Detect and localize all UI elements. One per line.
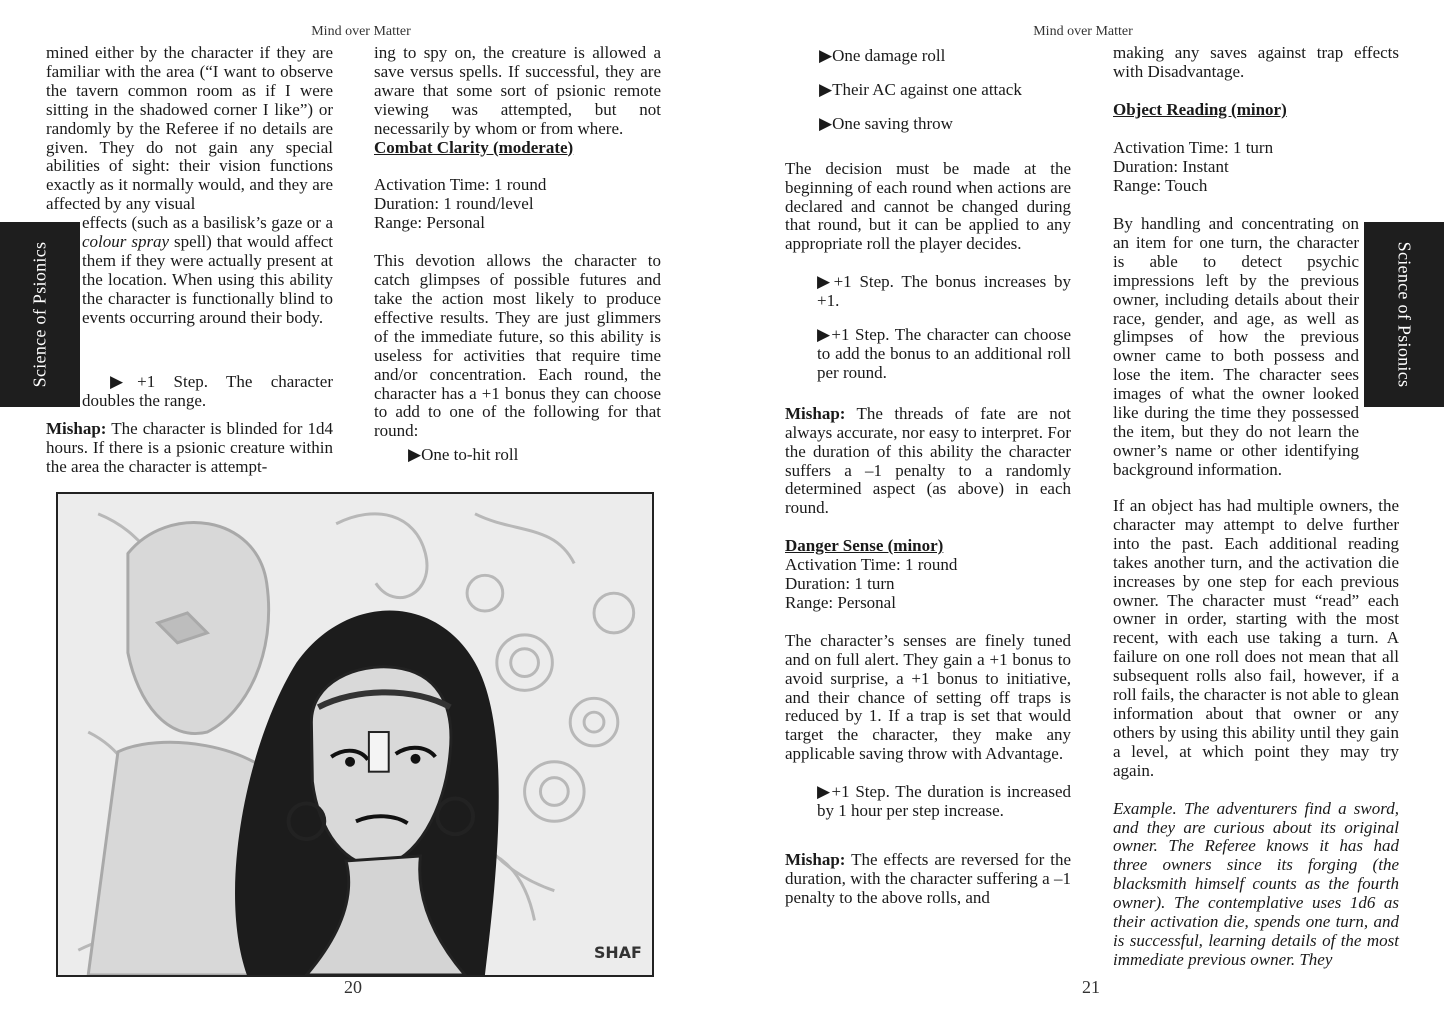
duration: Duration: 1 round/level [374, 194, 534, 214]
side-tab-left [0, 222, 80, 407]
step-bullet: ▶+1 Step. The character can choose to add the bonus to an additional roll per round. [817, 325, 1071, 382]
side-tab-right-label: Science of Psionics [1394, 241, 1415, 388]
section-heading: Danger Sense (minor) [785, 536, 944, 556]
arrow-icon: ▶ [817, 272, 834, 292]
left-page [0, 0, 722, 1025]
arrow-icon: ▶ [819, 113, 833, 133]
paragraph: effects (such as a basilisk’s gaze or a colour spray spell) that would affect them if they were actually present at the location. When using this ability the character is functionally blind to events occurring around their body. [82, 213, 333, 327]
step-bullet: ▶+1 Step. The bonus increases by +1. [817, 272, 1071, 311]
paragraph: If an object has had multiple owners, the character may attempt to delve further into the past. Each additional reading takes another turn, and the activation die increases by one step for each previous owner. The character must “read” each owner in order, starting with the most recent, with each use taking a turn. A failure on one roll does not mean that all subsequent rolls also fail, however, if a roll fails, the character is not able to glean information about that owner or any others by using this ability until they gain a level, at which point they may try again. [1113, 496, 1399, 780]
list-item: ▶One damage roll [819, 46, 946, 65]
left-column-1 [46, 44, 333, 214]
range: Range: Personal [374, 213, 485, 233]
right-column-1 [785, 47, 1071, 908]
arrow-icon: ▶ [408, 445, 422, 465]
mishap-label: Mishap: [785, 850, 846, 869]
arrow-icon: ▶ [110, 372, 138, 391]
activation-time: Activation Time: 1 round [374, 175, 547, 195]
activation-time: Activation Time: 1 turn [1113, 137, 1274, 157]
arrow-icon: ▶ [817, 782, 832, 802]
list-item: ▶One saving throw [819, 113, 953, 133]
right-column-2-lower [1113, 497, 1399, 970]
step-bullet: ▶+1 Step. The duration is increased by 1 hour per step increase. [817, 782, 1071, 821]
range: Range: Touch [1113, 175, 1208, 195]
paragraph: ing to spy on, the creature is allowed a save versus spells. If successful, they are aware that some sort of psionic remote viewing was attempted, but not necessarily by whom or from where. [374, 43, 661, 138]
left-column-2 [374, 44, 661, 465]
left-column-1-wrap [82, 214, 333, 327]
mishap-label: Mishap: [785, 403, 846, 423]
range: Range: Personal [785, 592, 896, 612]
example-text: Example. The adventurers find a sword, and they are curious about its original owner. The Referee knows it has had three owners since its forging (the blacksmith himself counts as the fourth owner). The contemplative uses 1d6 as their activation die, spends one turn, and is successful, learning details of the most immediate previous owner. They [1113, 798, 1399, 969]
right-page [722, 0, 1444, 1025]
list-item: ▶Their AC against one attack [819, 79, 1022, 99]
paragraph: mined either by the character if they are familiar with the area (“I want to observe the tavern common room as if I were sitting in the shadowed corner I like”) or randomly by the Referee if no details are given. They do not gain any special abilities of sight: their vision functions exactly as it normally would, and they are affected by any visual [46, 43, 333, 214]
artist-signature: SHAF [594, 943, 642, 963]
page-number-right: 21 [1082, 977, 1100, 997]
duration: Duration: 1 turn [785, 574, 895, 594]
duration: Duration: Instant [1113, 156, 1229, 176]
illustration [56, 492, 654, 977]
paragraph: making any saves against trap effects with Disadvantage. [1113, 43, 1399, 81]
running-header-left: Mind over Matter [311, 24, 411, 39]
side-tab-right [1364, 222, 1444, 407]
right-column-2-wrap [1113, 215, 1359, 480]
right-column-2 [1113, 44, 1399, 214]
side-tab-left-label: Science of Psionics [29, 241, 50, 388]
arrow-icon: ▶ [819, 79, 833, 99]
mishap-block: Mishap: The character is blinded for 1d4 hours. If there is a psionic creature within the area the character is attempt- [46, 419, 333, 476]
arrow-icon: ▶ [819, 46, 833, 65]
step-bullet: ▶+1 Step. The character doubles the range. [82, 372, 333, 410]
paragraph: The character’s senses are finely tuned and on full alert. They gain a +1 bonus to avoid surprise, a +1 bonus to initiative, and their chance of setting off traps is reduced by 1. If a trap is set that would target the character, they make any applicable saving throw with Advantage. [785, 630, 1071, 764]
mishap-label: Mishap: [46, 419, 107, 438]
page-number-left: 20 [344, 977, 362, 997]
paragraph: This devotion allows the character to catch glimpses of possible futures and take the action most likely to produce effective results. They are just glimmers of the immediate future, so this ability is useless for activities that require time and/or concentration. Each round, the character has a +1 bonus they can choose to add to one of the following for that round: [374, 251, 661, 441]
mishap-block: Mishap: The effects are reversed for the duration, with the character suffering a –1 penalty to the above rolls, and [785, 850, 1071, 907]
paragraph: By handling and concentrating on an item for one turn, the character is able to detect psychic impressions left by the previous owner, including details about their race, gender, and age, as well as glimpses of how the previous owner came to both possess and lose the item. The character sees images of what the owner looked like during the time they possessed the item, but they do not learn the owner’s name or other identifying background information. [1113, 214, 1359, 479]
section-heading: Combat Clarity (moderate) [374, 137, 574, 157]
arrow-icon: ▶ [817, 325, 832, 345]
running-header-right: Mind over Matter [1033, 24, 1133, 39]
paragraph: The decision must be made at the beginning of each round when actions are declared and cannot be changed during that round, but it can be applied to any appropriate roll the player decides. [785, 158, 1071, 254]
illustration-art [58, 494, 652, 975]
list-item: ▶One to-hit roll [408, 445, 519, 465]
mishap-block: Mishap: The threads of fate are not always accurate, nor easy to interpret. For the duration of this ability the character suffers a –1 penalty to a randomly determined aspect (as above) in each round. [785, 403, 1071, 518]
section-heading: Object Reading (minor) [1113, 99, 1287, 119]
activation-time: Activation Time: 1 round [785, 555, 958, 575]
